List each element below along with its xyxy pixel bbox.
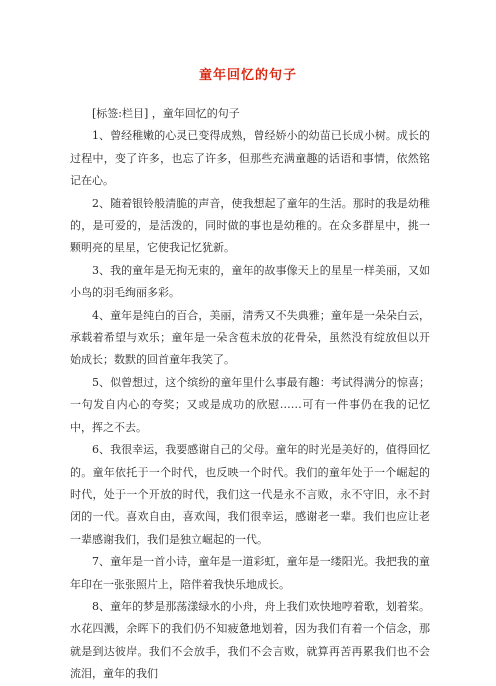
- article-body: [70, 103, 430, 686]
- paragraph-6: 6、我很幸运，我要感谢自己的父母。童年的时光是美好的，值得回忆的。童年依托于一个时代，也反映一个时代。我们的童年处于一个崛起的时代，处于一个开放的时代，我们这一代是永不言败，永不守旧，永不封闭的一代。喜欢自由，喜欢闯，我们很幸运，感谢老一辈。我们也应让老一辈感谢我们，我们是独立崛起的一代。: [70, 443, 430, 546]
- paragraph-8: 8、童年的梦是那荡漾绿水的小舟，舟上我们欢快地哼着歌，划着桨。水花四溅，余晖下的我们仍不知疲惫地划着，因为我们有着一个信念，那就是到达彼岸。我们不会放手，我们不会言败，就算再苦再累我们也不会流泪，童年的我们: [70, 599, 430, 681]
- paragraph-2: 2、随着银铃般清脆的声音，使我想起了童年的生活。那时的我是幼稚的，是可爱的，是活泼的，同时做的事也是幼稚的。在众多群星中，挑一颗明亮的星星，它使我记忆犹新。: [70, 196, 430, 255]
- paragraph-4: 4、童年是纯白的百合，美丽，清秀又不失典雅；童年是一朵朵白云，承载着希望与欢乐；童年是一朵含苞未放的花骨朵，虽然没有绽放但以开始成长；数默的回首童年我笑了。: [70, 308, 430, 367]
- paragraph-3: 3、我的童年是无拘无束的，童年的故事像天上的星星一样美丽，又如小鸟的羽毛绚丽多彩。: [70, 263, 430, 300]
- paragraph-tag: [标签:栏目] ，童年回忆的句子: [92, 107, 240, 120]
- paragraph-5: 5、似曾想过，这个缤纷的童年里什么事最有趣：考试得满分的惊喜；一句发自内心的夸奖；又或是成功的欣慰……可有一件事仍在我的记忆中，挥之不去。: [70, 375, 430, 434]
- paragraph-1: 1、曾经稚嫩的心灵已变得成熟，曾经娇小的幼苗已长成小树。成长的过程中，变了许多，也忘了许多，但那些充满童趣的话语和事情，依然铭记在心。: [70, 129, 430, 188]
- paragraph-7: 7、童年是一首小诗，童年是一道彩虹，童年是一缕阳光。我把我的童年印在一张张照片上，陪伴着我快乐地成长。: [70, 555, 430, 591]
- page-title: 童年回忆的句子: [198, 68, 297, 83]
